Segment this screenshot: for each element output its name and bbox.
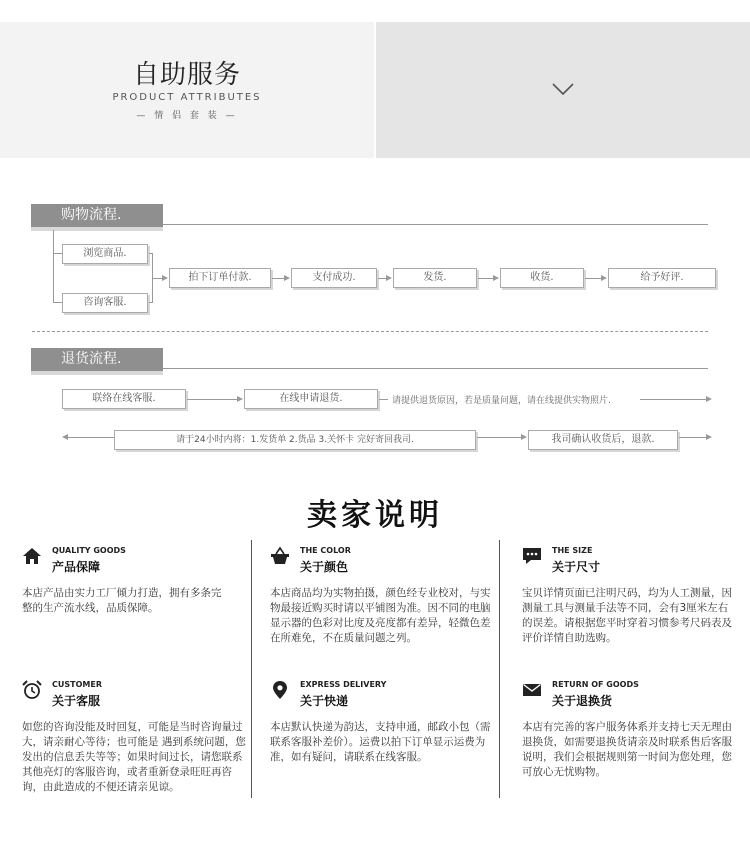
house-icon xyxy=(22,546,42,566)
tab-shadow xyxy=(31,371,163,375)
flow-connector xyxy=(68,437,114,438)
flow-step-browse: 浏览商品. xyxy=(62,244,148,264)
envelope-icon xyxy=(522,680,542,700)
chat-icon xyxy=(522,546,542,566)
header-left-panel xyxy=(0,22,374,158)
basket-icon xyxy=(270,546,290,566)
info-heading-en: QUALITY GOODS xyxy=(52,546,126,555)
info-heading-en: RETURN OF GOODS xyxy=(552,680,639,689)
info-heading-en: EXPRESS DELIVERY xyxy=(300,680,387,689)
tab-return-flow: 退货流程. xyxy=(31,348,163,371)
flow-step-paid: 支付成功. xyxy=(291,268,377,288)
info-text: 本店默认快递为韵达，支持申通，邮政小包（需联系客服补差价）。运费以拍下订单显示运费为准，如有疑问，请联系在线客服。 xyxy=(270,721,491,763)
flow-connector xyxy=(378,278,386,279)
return-step-apply: 在线申请退货. xyxy=(244,389,378,409)
flow-step-order: 拍下订单付款. xyxy=(169,268,271,288)
flow-step-receive: 收货. xyxy=(500,268,584,288)
info-heading-cn: 关于退换货 xyxy=(552,694,613,708)
info-text: 本店商品均为实物拍摄，颜色经专业校对，与实物最接近购买时请以平铺图为准。因不同的电脑显示器的色彩对比度及亮度都有差异，轻微色差在所难免，不在质量问题之列。 xyxy=(270,587,491,644)
info-text: 本店产品由实力工厂倾力打造，拥有多条完整的生产流水线，品质保障。 xyxy=(22,587,222,614)
flow-connector xyxy=(152,278,162,279)
flow-arrow xyxy=(284,275,290,281)
flow-step-ship: 发货. xyxy=(393,268,477,288)
flow-connector xyxy=(187,399,237,400)
flow-connector xyxy=(53,253,62,254)
info-heading-en: THE SIZE xyxy=(552,546,593,555)
tab-shadow xyxy=(31,227,163,231)
chevron-down-icon[interactable] xyxy=(551,82,575,96)
flow-connector xyxy=(53,302,62,303)
flow-connector xyxy=(379,399,388,400)
flow-connector xyxy=(679,437,706,438)
page-subtitle: PRODUCT ATTRIBUTES xyxy=(112,92,262,103)
column-divider xyxy=(251,540,252,798)
info-heading-cn: 关于快递 xyxy=(300,694,349,708)
info-quality xyxy=(22,546,248,666)
tab-underline xyxy=(163,368,708,369)
info-heading-cn: 关于尺寸 xyxy=(552,560,601,574)
info-heading-en: THE COLOR xyxy=(300,546,351,555)
tab-underline xyxy=(163,224,708,225)
return-note: 请提供退货原因，若是质量问题，请在线提供实物照片. xyxy=(392,396,611,406)
flow-step-consult: 咨询客服. xyxy=(62,293,148,313)
flow-step-review: 给予好评. xyxy=(608,268,716,288)
info-text: 本店有完善的客户服务体系并支持七天无理由退换货，如需要退换货请亲及时联系售后客服说明，我们会根据规则第一时间为您处理，您可放心无忧购物。 xyxy=(522,721,732,778)
return-step-contact: 联络在线客服. xyxy=(62,389,186,409)
column-divider xyxy=(499,540,500,798)
info-returns xyxy=(522,680,748,810)
info-color xyxy=(270,546,496,666)
page-tagline: — 情 侣 套 装 — xyxy=(136,111,238,121)
flow-arrow xyxy=(237,396,243,402)
flow-arrow xyxy=(521,434,527,440)
info-customer xyxy=(22,680,248,810)
info-heading-cn: 产品保障 xyxy=(52,560,101,574)
info-heading-cn: 关于颜色 xyxy=(300,560,349,574)
location-pin-icon xyxy=(270,680,290,700)
flow-arrow xyxy=(601,275,607,281)
return-step-refund: 我司确认收货后，退款. xyxy=(528,430,678,450)
flow-connector xyxy=(272,278,284,279)
flow-arrow xyxy=(706,434,712,440)
info-delivery xyxy=(270,680,496,810)
info-heading-en: CUSTOMER xyxy=(52,680,102,689)
header-banner xyxy=(0,22,750,158)
flow-connector xyxy=(53,230,54,303)
info-size xyxy=(522,546,748,666)
info-heading-cn: 关于客服 xyxy=(52,694,101,708)
flow-arrow xyxy=(493,275,499,281)
info-text: 宝贝详情页面已注明尺码，均为人工测量，因测量工具与测量手法等不同，会有3厘米左右的误差。请根据您平时穿着习惯参考尺码表及评价详情自助选购。 xyxy=(522,587,732,644)
page-title: 自助服务 xyxy=(132,60,241,90)
flow-arrow xyxy=(386,275,392,281)
return-step-send-back: 请于24小时内将：1.发货单 2.货品 3.关怀卡 完好寄回我司. xyxy=(114,430,476,450)
section-divider xyxy=(32,331,708,332)
alarm-clock-icon xyxy=(22,680,42,700)
flow-connector xyxy=(640,399,706,400)
tab-shopping-flow: 购物流程. xyxy=(31,204,163,227)
flow-connector xyxy=(477,437,521,438)
info-text: 如您的咨询没能及时回复，可能是当时咨询量过大，请亲耐心等待；也可能是 遇到系统问题，您发出的信息丢失等等；如果时间过长，请您联系其他亮灯的客服咨询，或者重新登录旺旺再咨询，由此造成的不便还请亲见谅。 xyxy=(22,721,246,793)
flow-connector xyxy=(585,278,601,279)
flow-arrow xyxy=(706,396,712,402)
flow-arrow xyxy=(162,275,168,281)
seller-section-title: 卖家说明 xyxy=(307,498,443,533)
flow-connector xyxy=(478,278,493,279)
